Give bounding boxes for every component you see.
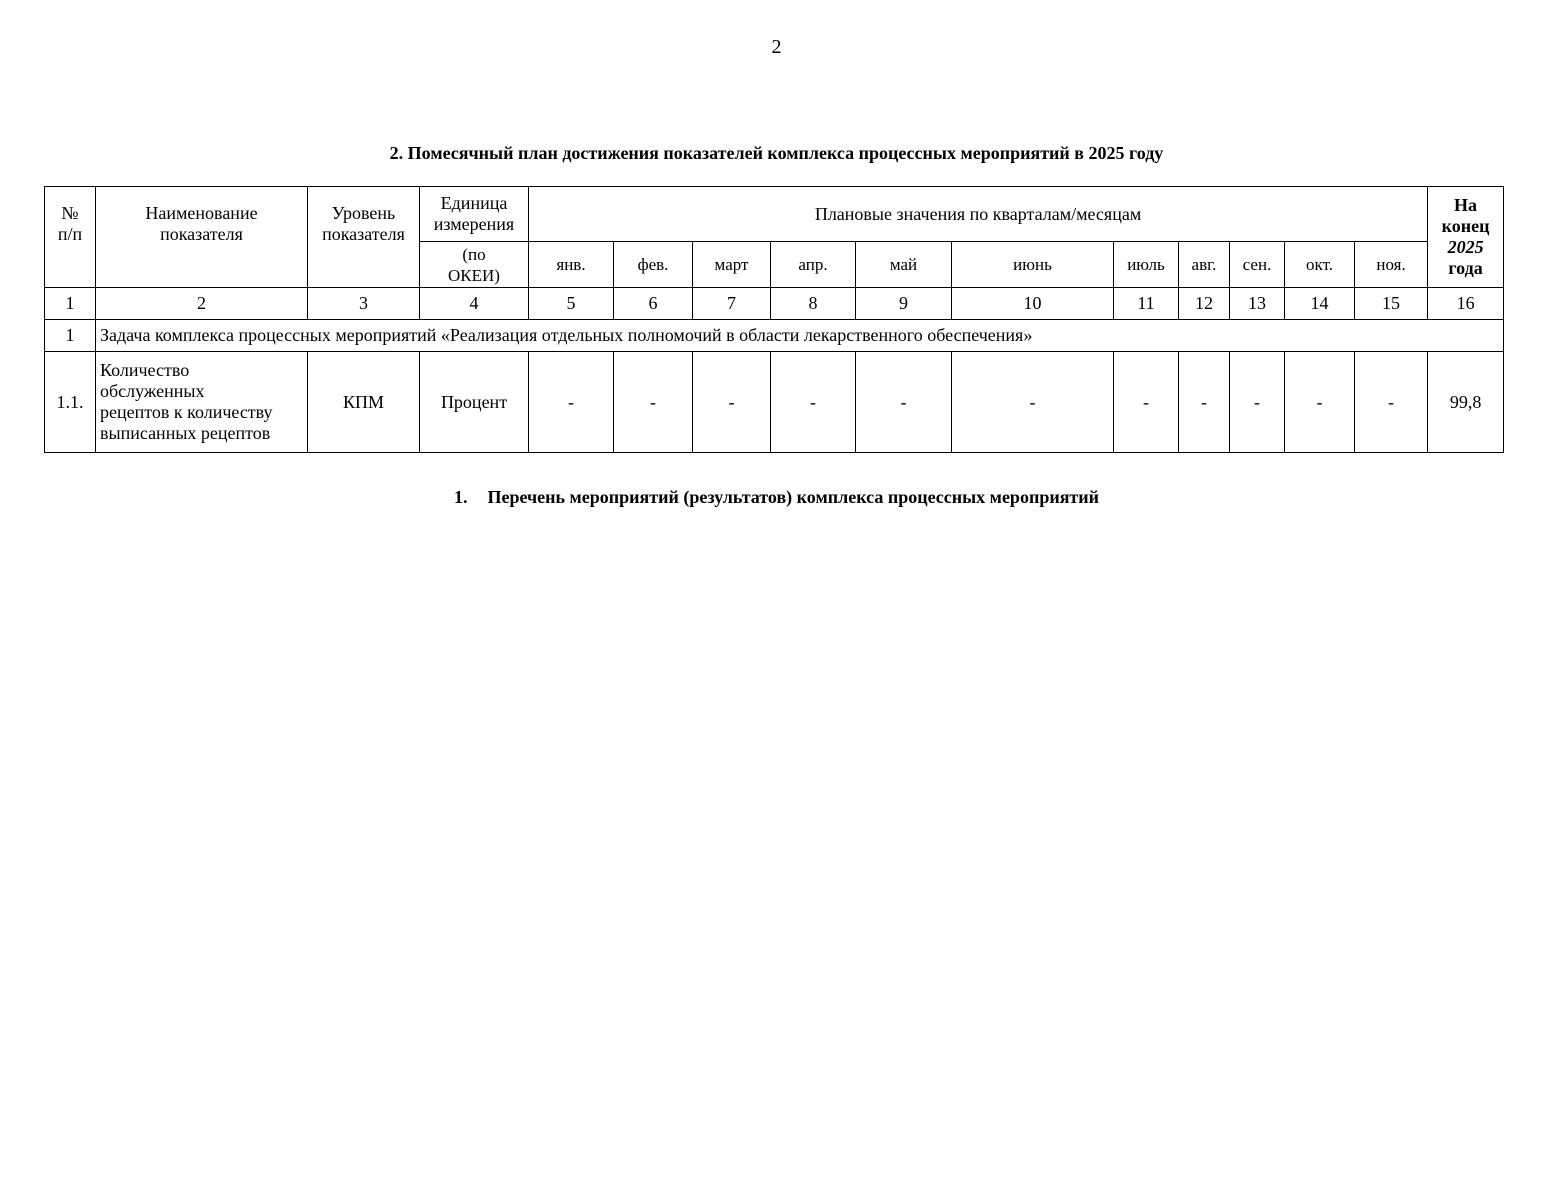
month-header: апр. (771, 242, 856, 288)
header-num: № п/п (45, 187, 96, 288)
page-number: 2 (771, 36, 782, 58)
month-value: - (529, 352, 614, 453)
month-value: - (1285, 352, 1355, 453)
month-header: сен. (1230, 242, 1285, 288)
header-name: Наименование показателя (96, 187, 308, 288)
column-number-row (45, 288, 1504, 320)
column-number: 5 (529, 288, 614, 320)
month-header: янв. (529, 242, 614, 288)
month-value: - (1179, 352, 1230, 453)
month-header: ноя. (1355, 242, 1428, 288)
month-value: - (614, 352, 693, 453)
column-number: 3 (308, 288, 420, 320)
month-value: - (856, 352, 952, 453)
next-section-number: 1. (453, 487, 468, 507)
section-title: 2. Помесячный план достижения показателей комплекса процессных мероприятий в 2025 году (389, 143, 1164, 163)
column-number: 10 (952, 288, 1114, 320)
column-number: 12 (1179, 288, 1230, 320)
month-value: - (771, 352, 856, 453)
header-end-of-year: На конец 2025 года (1428, 187, 1504, 288)
task-row (45, 320, 1504, 352)
column-number: 9 (856, 288, 952, 320)
month-header: май (856, 242, 952, 288)
next-section-title (0, 487, 1553, 508)
column-number: 11 (1114, 288, 1179, 320)
header-planned-values: Плановые значения по кварталам/месяцам (529, 187, 1428, 242)
end-of-year-value: 99,8 (1428, 352, 1504, 453)
column-number: 16 (1428, 288, 1504, 320)
column-number: 7 (693, 288, 771, 320)
column-number: 14 (1285, 288, 1355, 320)
column-number: 15 (1355, 288, 1428, 320)
column-number: 2 (96, 288, 308, 320)
month-header: окт. (1285, 242, 1355, 288)
indicator-num: 1.1. (45, 352, 96, 453)
month-value: - (1230, 352, 1285, 453)
month-value: - (1355, 352, 1428, 453)
month-value: - (693, 352, 771, 453)
header-unit: Единица измерения (420, 187, 529, 242)
month-header: июнь (952, 242, 1114, 288)
header-row-1 (45, 187, 1504, 242)
column-number: 4 (420, 288, 529, 320)
indicator-name: Количество обслуженных рецептов к количеству выписанных рецептов (96, 352, 308, 453)
month-value: - (1114, 352, 1179, 453)
next-section-text: Перечень мероприятий (результатов) комплекса процессных мероприятий (487, 487, 1100, 507)
month-header: авг. (1179, 242, 1230, 288)
indicator-row (45, 352, 1504, 453)
column-number: 8 (771, 288, 856, 320)
indicator-unit: Процент (420, 352, 529, 453)
monthly-plan-table (44, 186, 1504, 453)
month-header: март (693, 242, 771, 288)
column-number: 13 (1230, 288, 1285, 320)
task-num: 1 (45, 320, 96, 352)
header-level: Уровень показателя (308, 187, 420, 288)
header-unit-okei: (по ОКЕИ) (420, 242, 529, 288)
task-title: Задача комплекса процессных мероприятий «Реализация отдельных полномочий в области лекарственного обеспечения» (96, 320, 1504, 352)
column-number: 1 (45, 288, 96, 320)
month-header: фев. (614, 242, 693, 288)
month-header: июль (1114, 242, 1179, 288)
column-number: 6 (614, 288, 693, 320)
indicator-level: КПМ (308, 352, 420, 453)
month-value: - (952, 352, 1114, 453)
